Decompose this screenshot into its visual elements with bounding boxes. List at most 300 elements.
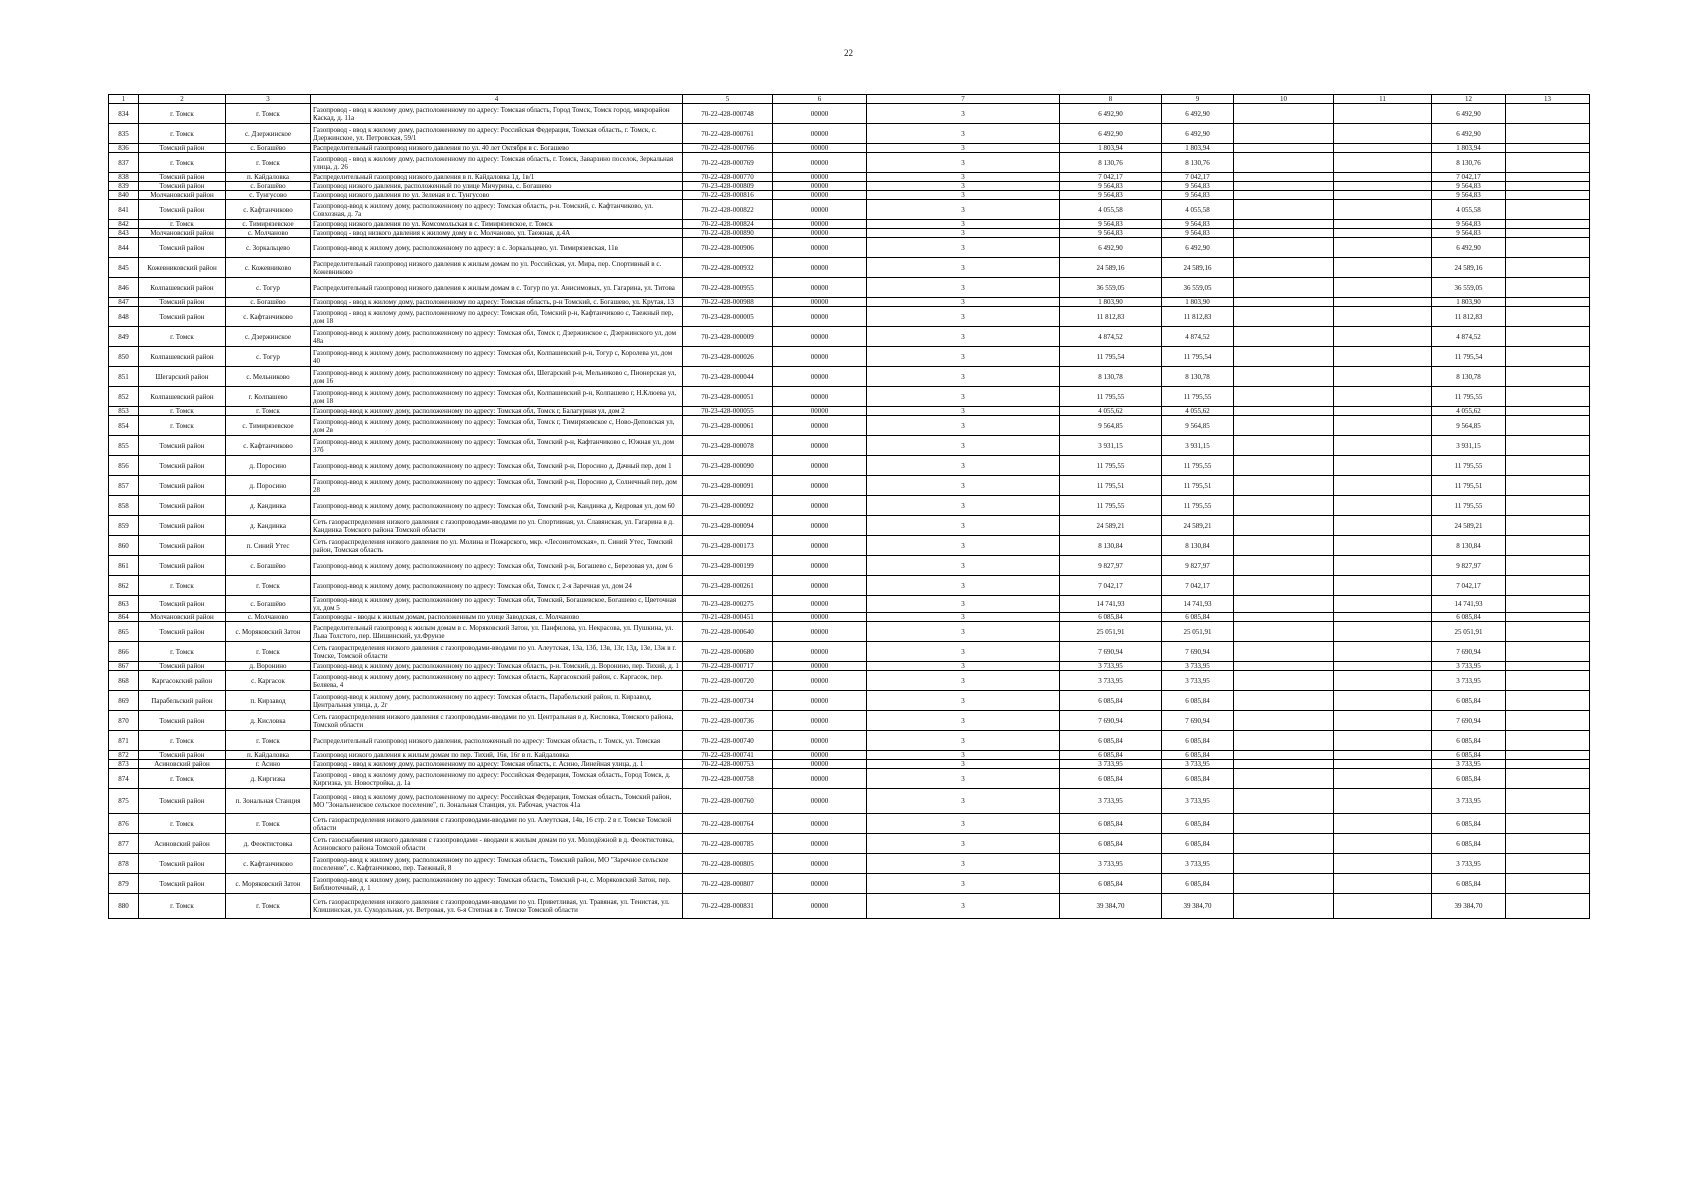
object-name-cell: Сеть газораспределения низкого давления с газопроводами-вводами по ул. Приветливая, ул. Травяная, ул. Тенистая, ул. Клишинская, ул. Суходольная, ул. Ветровая, ул. 6-я Степная в г. Томске Томской области xyxy=(311,894,683,919)
cost-cell: 1 803,94 xyxy=(1060,144,1162,153)
code-cell: 00000 xyxy=(773,536,867,556)
total-cell: 9 564,83 xyxy=(1432,182,1506,191)
category-cell: 3 xyxy=(867,622,1060,642)
value-cell: 8 130,78 xyxy=(1162,367,1234,387)
value-cell: 1 803,94 xyxy=(1162,144,1234,153)
district-cell: Томский район xyxy=(139,144,226,153)
row-number-cell: 852 xyxy=(109,387,139,407)
cadastral-number-cell: 70-22-428-000906 xyxy=(683,238,773,258)
total-cell: 11 812,83 xyxy=(1432,307,1506,327)
column-header: 6 xyxy=(773,95,867,104)
code-cell: 00000 xyxy=(773,278,867,298)
row-number-cell: 859 xyxy=(109,516,139,536)
total-cell: 11 795,55 xyxy=(1432,496,1506,516)
cadastral-number-cell: 70-22-428-000785 xyxy=(683,834,773,854)
row-number-cell: 846 xyxy=(109,278,139,298)
row-number-cell: 873 xyxy=(109,760,139,769)
object-name-cell: Газопровод низкого давления по ул. Комсомольская в с. Тимирязевское, г. Томск xyxy=(311,220,683,229)
empty-cell xyxy=(1234,258,1334,278)
empty-cell xyxy=(1506,258,1590,278)
cost-cell: 4 055,58 xyxy=(1060,200,1162,220)
settlement-cell: с. Зоркальцево xyxy=(226,238,311,258)
table-row xyxy=(109,769,1590,789)
empty-cell xyxy=(1334,496,1432,516)
object-name-cell: Распределительный газопровод низкого давления к жилым домам по ул. Российская, ул. Мира, пер. Спортивный в с. Кожевниково xyxy=(311,258,683,278)
cost-cell: 11 795,55 xyxy=(1060,496,1162,516)
table-row xyxy=(109,367,1590,387)
total-cell: 3 733,95 xyxy=(1432,760,1506,769)
table-row xyxy=(109,711,1590,731)
row-number-cell: 845 xyxy=(109,258,139,278)
empty-cell xyxy=(1334,182,1432,191)
value-cell: 36 559,05 xyxy=(1162,278,1234,298)
cost-cell: 8 130,76 xyxy=(1060,153,1162,173)
cadastral-number-cell: 70-23-428-000061 xyxy=(683,416,773,436)
code-cell: 00000 xyxy=(773,769,867,789)
settlement-cell: с. Дзержинское xyxy=(226,124,311,144)
code-cell: 00000 xyxy=(773,731,867,751)
value-cell: 6 492,90 xyxy=(1162,124,1234,144)
district-cell: Томский район xyxy=(139,456,226,476)
empty-cell xyxy=(1506,298,1590,307)
value-cell: 8 130,84 xyxy=(1162,536,1234,556)
empty-cell xyxy=(1334,436,1432,456)
empty-cell xyxy=(1234,556,1334,576)
district-cell: Томский район xyxy=(139,596,226,613)
code-cell: 00000 xyxy=(773,691,867,711)
empty-cell xyxy=(1506,278,1590,298)
cadastral-number-cell: 70-22-428-000805 xyxy=(683,854,773,874)
total-cell: 6 085,84 xyxy=(1432,814,1506,834)
row-number-cell: 872 xyxy=(109,751,139,760)
district-cell: г. Томск xyxy=(139,124,226,144)
column-header: 10 xyxy=(1234,95,1334,104)
empty-cell xyxy=(1234,751,1334,760)
cost-cell: 1 803,90 xyxy=(1060,298,1162,307)
row-number-cell: 844 xyxy=(109,238,139,258)
cadastral-number-cell: 70-22-428-000740 xyxy=(683,731,773,751)
cadastral-number-cell: 70-22-428-000988 xyxy=(683,298,773,307)
total-cell: 3 733,95 xyxy=(1432,789,1506,814)
settlement-cell: д. Поросино xyxy=(226,456,311,476)
empty-cell xyxy=(1506,387,1590,407)
settlement-cell: г. Томск xyxy=(226,731,311,751)
empty-cell xyxy=(1506,307,1590,327)
category-cell: 3 xyxy=(867,516,1060,536)
value-cell: 6 492,90 xyxy=(1162,238,1234,258)
empty-cell xyxy=(1334,814,1432,834)
table-row xyxy=(109,622,1590,642)
settlement-cell: с. Молчаново xyxy=(226,613,311,622)
cadastral-number-cell: 70-22-428-000748 xyxy=(683,104,773,124)
value-cell: 11 795,55 xyxy=(1162,456,1234,476)
code-cell: 00000 xyxy=(773,104,867,124)
value-cell: 3 733,95 xyxy=(1162,760,1234,769)
table-row xyxy=(109,144,1590,153)
cadastral-number-cell: 70-23-428-000055 xyxy=(683,407,773,416)
code-cell: 00000 xyxy=(773,200,867,220)
row-number-cell: 876 xyxy=(109,814,139,834)
code-cell: 00000 xyxy=(773,456,867,476)
settlement-cell: п. Зональная Станция xyxy=(226,789,311,814)
cadastral-number-cell: 70-23-428-000051 xyxy=(683,387,773,407)
cadastral-number-cell: 70-22-428-000760 xyxy=(683,789,773,814)
total-cell: 1 803,90 xyxy=(1432,298,1506,307)
cadastral-number-cell: 70-23-428-000044 xyxy=(683,367,773,387)
category-cell: 3 xyxy=(867,456,1060,476)
district-cell: Томский район xyxy=(139,751,226,760)
code-cell: 00000 xyxy=(773,622,867,642)
object-name-cell: Газопровод низкого давления к жилым домам по пер. Тихий, 16в, 16г в п. Кайдаловка xyxy=(311,751,683,760)
column-header: 4 xyxy=(311,95,683,104)
empty-cell xyxy=(1334,476,1432,496)
object-name-cell: Газопровод - ввод к жилому дому, расположенному по адресу: Томская область, р-н Томский, с. Богашево, ул. Крутая, 13 xyxy=(311,298,683,307)
empty-cell xyxy=(1506,711,1590,731)
empty-cell xyxy=(1506,516,1590,536)
category-cell: 3 xyxy=(867,556,1060,576)
cost-cell: 24 589,16 xyxy=(1060,258,1162,278)
empty-cell xyxy=(1234,536,1334,556)
row-number-cell: 836 xyxy=(109,144,139,153)
table-row xyxy=(109,124,1590,144)
object-name-cell: Газопровод-ввод к жилому дому, расположенному по адресу: в с. Зоркальцево, ул. Тимирязевская, 11в xyxy=(311,238,683,258)
category-cell: 3 xyxy=(867,182,1060,191)
column-header: 3 xyxy=(226,95,311,104)
object-name-cell: Газопровод-ввод к жилому дому, расположенному по адресу: Томская обл, Томск г, Балагурная ул, дом 2 xyxy=(311,407,683,416)
district-cell: г. Томск xyxy=(139,416,226,436)
cadastral-number-cell: 70-22-428-000816 xyxy=(683,191,773,200)
row-number-cell: 840 xyxy=(109,191,139,200)
cadastral-number-cell: 70-22-428-000741 xyxy=(683,751,773,760)
row-number-cell: 864 xyxy=(109,613,139,622)
empty-cell xyxy=(1334,456,1432,476)
empty-cell xyxy=(1334,854,1432,874)
district-cell: г. Томск xyxy=(139,153,226,173)
empty-cell xyxy=(1334,751,1432,760)
cost-cell: 9 564,83 xyxy=(1060,191,1162,200)
empty-cell xyxy=(1506,662,1590,671)
category-cell: 3 xyxy=(867,104,1060,124)
table-row xyxy=(109,229,1590,238)
category-cell: 3 xyxy=(867,536,1060,556)
code-cell: 00000 xyxy=(773,347,867,367)
row-number-cell: 874 xyxy=(109,769,139,789)
object-name-cell: Распределительный газопровод низкого давления по ул. 40 лет Октября в с. Богашево xyxy=(311,144,683,153)
cadastral-number-cell: 70-23-428-000090 xyxy=(683,456,773,476)
empty-cell xyxy=(1234,173,1334,182)
district-cell: Томский район xyxy=(139,662,226,671)
empty-cell xyxy=(1506,104,1590,124)
district-cell: Томский район xyxy=(139,516,226,536)
cost-cell: 11 812,83 xyxy=(1060,307,1162,327)
column-header: 2 xyxy=(139,95,226,104)
category-cell: 3 xyxy=(867,347,1060,367)
category-cell: 3 xyxy=(867,496,1060,516)
settlement-cell: г. Томск xyxy=(226,814,311,834)
object-name-cell: Газопровод-ввод к жилому дому, расположенному по адресу: Томская область, Томский р-н, с. Моряковский Затон, пер. Библиотечный, д. 1 xyxy=(311,874,683,894)
total-cell: 7 042,17 xyxy=(1432,173,1506,182)
column-number-header xyxy=(109,95,1590,104)
district-cell: г. Томск xyxy=(139,576,226,596)
category-cell: 3 xyxy=(867,711,1060,731)
value-cell: 6 085,84 xyxy=(1162,834,1234,854)
district-cell: г. Томск xyxy=(139,814,226,834)
cadastral-number-cell: 70-22-428-000764 xyxy=(683,814,773,834)
cadastral-number-cell: 70-22-428-000831 xyxy=(683,894,773,919)
total-cell: 7 042,17 xyxy=(1432,576,1506,596)
empty-cell xyxy=(1334,622,1432,642)
value-cell: 4 874,52 xyxy=(1162,327,1234,347)
empty-cell xyxy=(1234,182,1334,191)
district-cell: Томский район xyxy=(139,238,226,258)
empty-cell xyxy=(1234,124,1334,144)
row-number-cell: 853 xyxy=(109,407,139,416)
empty-cell xyxy=(1234,894,1334,919)
table-row xyxy=(109,298,1590,307)
cadastral-number-cell: 70-23-428-000094 xyxy=(683,516,773,536)
district-cell: г. Томск xyxy=(139,407,226,416)
code-cell: 00000 xyxy=(773,894,867,919)
cost-cell: 39 384,70 xyxy=(1060,894,1162,919)
district-cell: Молчановский район xyxy=(139,613,226,622)
empty-cell xyxy=(1334,613,1432,622)
total-cell: 8 130,84 xyxy=(1432,536,1506,556)
district-cell: Томский район xyxy=(139,789,226,814)
category-cell: 3 xyxy=(867,596,1060,613)
district-cell: Томский район xyxy=(139,874,226,894)
category-cell: 3 xyxy=(867,173,1060,182)
settlement-cell: г. Асино xyxy=(226,760,311,769)
category-cell: 3 xyxy=(867,789,1060,814)
row-number-cell: 848 xyxy=(109,307,139,327)
settlement-cell: г. Томск xyxy=(226,153,311,173)
code-cell: 00000 xyxy=(773,662,867,671)
empty-cell xyxy=(1506,874,1590,894)
empty-cell xyxy=(1506,691,1590,711)
empty-cell xyxy=(1334,536,1432,556)
total-cell: 6 085,84 xyxy=(1432,834,1506,854)
total-cell: 11 795,55 xyxy=(1432,387,1506,407)
district-cell: Томский район xyxy=(139,711,226,731)
category-cell: 3 xyxy=(867,760,1060,769)
district-cell: Молчановский район xyxy=(139,229,226,238)
table-row xyxy=(109,874,1590,894)
value-cell: 9 564,83 xyxy=(1162,229,1234,238)
row-number-cell: 850 xyxy=(109,347,139,367)
cadastral-number-cell: 70-22-428-000822 xyxy=(683,200,773,220)
settlement-cell: д. Кисловка xyxy=(226,711,311,731)
cost-cell: 6 492,90 xyxy=(1060,104,1162,124)
code-cell: 00000 xyxy=(773,124,867,144)
code-cell: 00000 xyxy=(773,144,867,153)
table-row xyxy=(109,182,1590,191)
object-name-cell: Газопровод - ввод к жилому дому, расположенному по адресу: Томская область, Город Томск, Томск город, микрорайон Каскад, д. 11а xyxy=(311,104,683,124)
empty-cell xyxy=(1234,298,1334,307)
category-cell: 3 xyxy=(867,258,1060,278)
cadastral-number-cell: 70-23-428-000009 xyxy=(683,327,773,347)
total-cell: 24 589,16 xyxy=(1432,258,1506,278)
row-number-cell: 856 xyxy=(109,456,139,476)
empty-cell xyxy=(1234,814,1334,834)
object-name-cell: Сеть газораспределения низкого давления с газопроводами-вводами по ул. Спортивная, ул. Славянская, ул. Гагарина в д. Кандинка Томского района Томской области xyxy=(311,516,683,536)
category-cell: 3 xyxy=(867,751,1060,760)
cost-cell: 8 130,78 xyxy=(1060,367,1162,387)
table-row xyxy=(109,662,1590,671)
category-cell: 3 xyxy=(867,367,1060,387)
cadastral-number-cell: 70-22-428-000932 xyxy=(683,258,773,278)
cost-cell: 6 085,84 xyxy=(1060,769,1162,789)
empty-cell xyxy=(1234,496,1334,516)
category-cell: 3 xyxy=(867,662,1060,671)
cost-cell: 3 733,95 xyxy=(1060,671,1162,691)
settlement-cell: с. Кафтанчиково xyxy=(226,200,311,220)
table-row xyxy=(109,238,1590,258)
cadastral-number-cell: 70-22-428-000734 xyxy=(683,691,773,711)
empty-cell xyxy=(1334,596,1432,613)
empty-cell xyxy=(1234,104,1334,124)
value-cell: 3 733,95 xyxy=(1162,789,1234,814)
table-row xyxy=(109,496,1590,516)
total-cell: 4 874,52 xyxy=(1432,327,1506,347)
cost-cell: 9 827,97 xyxy=(1060,556,1162,576)
settlement-cell: г. Томск xyxy=(226,642,311,662)
row-number-cell: 866 xyxy=(109,642,139,662)
value-cell: 3 733,95 xyxy=(1162,854,1234,874)
empty-cell xyxy=(1234,596,1334,613)
total-cell: 4 055,58 xyxy=(1432,200,1506,220)
table-row xyxy=(109,416,1590,436)
empty-cell xyxy=(1334,769,1432,789)
row-number-cell: 860 xyxy=(109,536,139,556)
table-row xyxy=(109,456,1590,476)
value-cell: 7 690,94 xyxy=(1162,642,1234,662)
row-number-cell: 869 xyxy=(109,691,139,711)
settlement-cell: с. Тимирязевское xyxy=(226,416,311,436)
column-header: 12 xyxy=(1432,95,1506,104)
category-cell: 3 xyxy=(867,191,1060,200)
row-number-cell: 880 xyxy=(109,894,139,919)
table-row xyxy=(109,894,1590,919)
settlement-cell: с. Кафтанчиково xyxy=(226,436,311,456)
category-cell: 3 xyxy=(867,200,1060,220)
empty-cell xyxy=(1506,476,1590,496)
empty-cell xyxy=(1234,144,1334,153)
empty-cell xyxy=(1334,191,1432,200)
object-name-cell: Газопровод низкого давления, расположенный по улице Мичурина, с. Богашево xyxy=(311,182,683,191)
total-cell: 7 690,94 xyxy=(1432,642,1506,662)
cost-cell: 6 085,84 xyxy=(1060,691,1162,711)
district-cell: Томский район xyxy=(139,536,226,556)
empty-cell xyxy=(1334,671,1432,691)
empty-cell xyxy=(1334,789,1432,814)
empty-cell xyxy=(1506,576,1590,596)
category-cell: 3 xyxy=(867,671,1060,691)
row-number-cell: 834 xyxy=(109,104,139,124)
code-cell: 00000 xyxy=(773,596,867,613)
table-row xyxy=(109,671,1590,691)
settlement-cell: с. Молчаново xyxy=(226,229,311,238)
page-number: 22 xyxy=(844,48,853,58)
empty-cell xyxy=(1234,238,1334,258)
table-row xyxy=(109,731,1590,751)
empty-cell xyxy=(1506,220,1590,229)
empty-cell xyxy=(1506,769,1590,789)
total-cell: 9 564,83 xyxy=(1432,229,1506,238)
settlement-cell: с. Тимирязевское xyxy=(226,220,311,229)
empty-cell xyxy=(1234,642,1334,662)
empty-cell xyxy=(1334,416,1432,436)
row-number-cell: 847 xyxy=(109,298,139,307)
value-cell: 39 384,70 xyxy=(1162,894,1234,919)
row-number-cell: 862 xyxy=(109,576,139,596)
district-cell: Колпашевский район xyxy=(139,387,226,407)
table-row xyxy=(109,814,1590,834)
cost-cell: 11 795,51 xyxy=(1060,476,1162,496)
table-row xyxy=(109,642,1590,662)
settlement-cell: с. Кожевниково xyxy=(226,258,311,278)
value-cell: 7 690,94 xyxy=(1162,711,1234,731)
table-row xyxy=(109,596,1590,613)
code-cell: 00000 xyxy=(773,576,867,596)
district-cell: Томский район xyxy=(139,298,226,307)
category-cell: 3 xyxy=(867,731,1060,751)
row-number-cell: 835 xyxy=(109,124,139,144)
object-name-cell: Распределительный газопровод к жилым домам в с. Моряковский Затон, ул. Панфилова, ул. Некрасова, ул. Пушкина, ул. Льва Толстого, пер. Шишинский, ул.Фрунзе xyxy=(311,622,683,642)
row-number-cell: 865 xyxy=(109,622,139,642)
code-cell: 00000 xyxy=(773,789,867,814)
cadastral-number-cell: 70-22-428-000770 xyxy=(683,173,773,182)
column-header: 7 xyxy=(867,95,1060,104)
object-name-cell: Сеть газораспределения низкого давления с газопроводами-вводами по ул. Центральная в д. Кисловка, Томского района, Томской области xyxy=(311,711,683,731)
cost-cell: 9 564,85 xyxy=(1060,416,1162,436)
row-number-cell: 861 xyxy=(109,556,139,576)
empty-cell xyxy=(1234,307,1334,327)
total-cell: 36 559,05 xyxy=(1432,278,1506,298)
cost-cell: 7 690,94 xyxy=(1060,711,1162,731)
district-cell: Томский район xyxy=(139,436,226,456)
empty-cell xyxy=(1334,238,1432,258)
category-cell: 3 xyxy=(867,834,1060,854)
object-name-cell: Газопровод - ввод к жилому дому, расположенному по адресу: Российская Федерация, Томская область, Город Томск, д. Киргизка, ул. Новостройка, д. 1а xyxy=(311,769,683,789)
total-cell: 9 564,83 xyxy=(1432,220,1506,229)
total-cell: 4 055,62 xyxy=(1432,407,1506,416)
cost-cell: 7 042,17 xyxy=(1060,173,1162,182)
table-row xyxy=(109,104,1590,124)
code-cell: 00000 xyxy=(773,814,867,834)
category-cell: 3 xyxy=(867,124,1060,144)
empty-cell xyxy=(1334,662,1432,671)
value-cell: 8 130,76 xyxy=(1162,153,1234,173)
district-cell: г. Томск xyxy=(139,894,226,919)
cost-cell: 11 795,55 xyxy=(1060,456,1162,476)
object-name-cell: Газопровод-ввод к жилому дому, расположенному по адресу: Томская область, Томский район, МО "Заречное сельское поселение", с. Кафтанчиково, пер. Таежный, 8 xyxy=(311,854,683,874)
total-cell: 6 085,84 xyxy=(1432,731,1506,751)
code-cell: 00000 xyxy=(773,307,867,327)
settlement-cell: с. Богашёво xyxy=(226,596,311,613)
table-row xyxy=(109,516,1590,536)
table-row xyxy=(109,556,1590,576)
empty-cell xyxy=(1334,760,1432,769)
object-name-cell: Сеть газораспределения низкого давления по ул. Молина и Пожарского, мкр. «Лесоинтомская», п. Синий Утес, Томский район, Томская область xyxy=(311,536,683,556)
cost-cell: 6 085,84 xyxy=(1060,731,1162,751)
settlement-cell: п. Кирзавод xyxy=(226,691,311,711)
object-name-cell: Газопровод-ввод к жилому дому, расположенному по адресу: Томская обл, Томск г, Дзержинское с, Дзержинского ул, дом 48а xyxy=(311,327,683,347)
table-row xyxy=(109,407,1590,416)
empty-cell xyxy=(1234,278,1334,298)
empty-cell xyxy=(1506,622,1590,642)
total-cell: 6 492,90 xyxy=(1432,238,1506,258)
value-cell: 11 795,51 xyxy=(1162,476,1234,496)
